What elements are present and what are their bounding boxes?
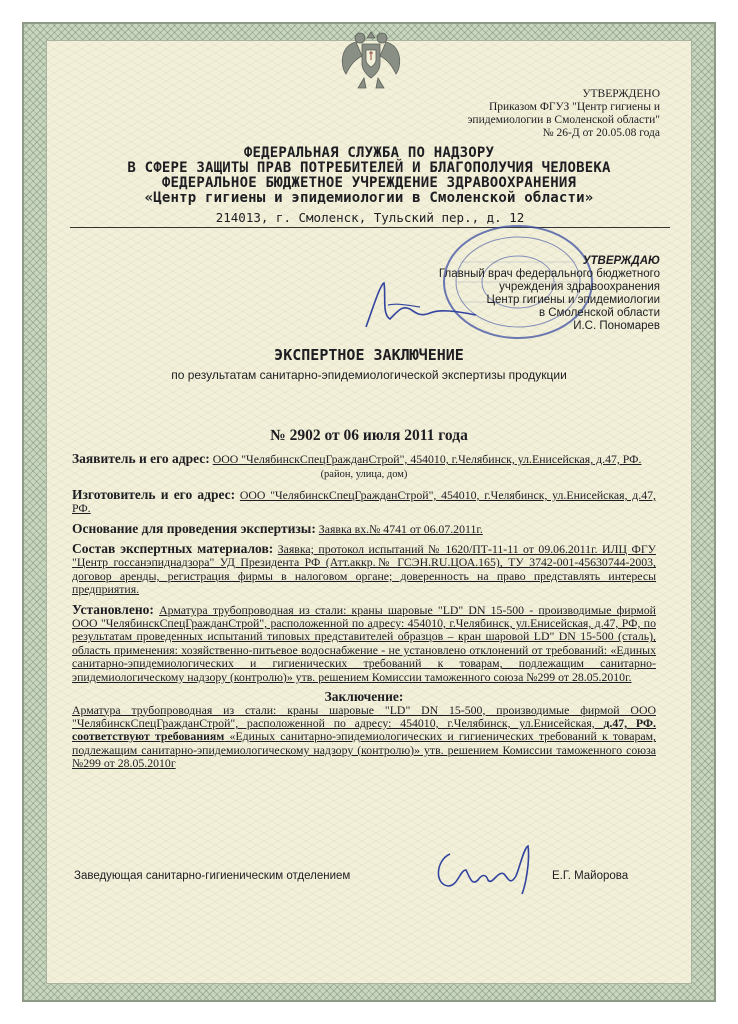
approved-line: эпидемиологии в Смоленской области" — [467, 114, 660, 126]
approval-signer: И.С. Пономарев — [573, 320, 660, 332]
agency-line: «Центр гигиены и эпидемиологии в Смоленской области» — [144, 190, 594, 206]
document-body — [72, 452, 656, 771]
materials-value: Заявка; протокол испытаний № 1620/ПТ-11-11 от 09.06.2011г. ИЛЦ ФГУ "Центр госсанэпиднадзора" УД Президента РФ (Атт.аккр.№ ГСЭН.RU.ЦОА.165), ТУ 3742-001-45630744-2003, договор аренды, регистрация фирмы в налоговом органе; доверенность на право представлять интересы предприятия. — [72, 542, 656, 597]
double-headed-eagle-emblem-icon — [336, 26, 406, 92]
applicant-section — [72, 452, 656, 466]
chief-doctor-signature-icon — [360, 275, 480, 335]
head-of-department-name: Е.Г. Майорова — [552, 870, 629, 882]
conclusion-heading: Заключение: — [324, 689, 404, 705]
established-label: Установлено: — [72, 601, 154, 617]
address-note: (район, улица, дом) — [320, 469, 408, 481]
approved-line: № 26-Д от 20.05.08 года — [542, 127, 660, 139]
materials-section — [72, 542, 656, 597]
conclusion-part: Арматура трубопроводная из стали: краны шаровые "LD" DN 15-500, производимые фирмой ООО "ЧелябинскСпецГражданСтрой", расположенной по адресу: 454010, г.Челябинск, ул.Енисейская, — [72, 702, 656, 730]
conclusion-part: «Единых санитарно-эпидемиологических и гигиенических требований к товарам, подлежащим санитарно-эпидемиологическому надзору (контролю)» утв. решением Комиссии таможенного союза №299 от 28.05.2010г — [72, 729, 657, 771]
basis-section — [72, 522, 656, 536]
manufacturer-value: ООО "ЧелябинскСпецГражданСтрой", 454010, г.Челябинск, ул.Енисейская, д.47, РФ. — [72, 487, 656, 516]
approval-line: Центр гигиены и эпидемиологии — [486, 294, 660, 306]
agency-address: 214013, г. Смоленск, Тульский пер., д. 12 — [70, 210, 670, 228]
manufacturer-section — [72, 488, 656, 516]
approved-line: Приказом ФГУЗ "Центр гигиены и — [488, 101, 660, 113]
agency-header — [60, 146, 678, 206]
approval-line: Главный врач федерального бюджетного — [438, 268, 660, 280]
conclusion-bold-part: д.47, РФ. соответствуют требованиям — [72, 715, 656, 744]
document-subtitle: по результатам санитарно-эпидемиологической экспертизы продукции — [171, 368, 567, 382]
approved-by-order-block — [380, 88, 660, 140]
head-of-department-signature-icon — [430, 840, 550, 900]
basis-label: Основание для проведения экспертизы: — [72, 520, 316, 536]
established-value: Арматура трубопроводная из стали: краны шаровые "LD" DN 15-500 - производимые фирмой ООО "ЧелябинскСпецГражданСтрой", расположенной по адресу: 454010, г.Челябинск, ул.Енисейская, д.47, РФ, по результатам проведенных испытаний типовых представителей образцов – кран шаровой LD" DN 15-500 (сталь), область применения: хозяйственно-питьевое водоснабжение - не установлено отклонений от требований: «Единых санитарно-эпидемиологических и гигиенических требований к товарам, подлежащим санитарно-эпидемиологическому надзору (контролю)» утв. решением Комиссии таможенного союза №299 от 28.05.2010г. — [72, 602, 656, 684]
approved-line: УТВЕРЖДЕНО — [582, 88, 660, 100]
materials-label: Состав экспертных материалов: — [72, 541, 274, 557]
agency-line: В СФЕРЕ ЗАЩИТЫ ПРАВ ПОТРЕБИТЕЛЕЙ И БЛАГОПОЛУЧИЯ ЧЕЛОВЕКА — [127, 160, 611, 176]
agency-line: ФЕДЕРАЛЬНОЕ БЮДЖЕТНОЕ УЧРЕЖДЕНИЕ ЗДРАВООХРАНЕНИЯ — [161, 175, 577, 191]
document-title: ЭКСПЕРТНОЕ ЗАКЛЮЧЕНИЕ — [274, 346, 464, 364]
conclusion-text — [72, 704, 656, 771]
approval-line: учреждения здравоохранения — [499, 281, 660, 293]
applicant-label: Заявитель и его адрес: — [72, 451, 210, 466]
document-number: № 2902 от 06 июля 2011 года — [270, 427, 468, 444]
approval-title: УТВЕРЖДАЮ — [582, 255, 660, 267]
basis-value: Заявка вх.№ 4741 от 06.07.2011г. — [318, 521, 483, 536]
established-section — [72, 603, 656, 684]
head-of-department-position: Заведующая санитарно-гигиеническим отделением — [74, 870, 351, 882]
manufacturer-label: Изготовитель и его адрес: — [72, 486, 236, 502]
applicant-value: ООО "ЧелябинскСпецГражданСтрой", 454010, г.Челябинск, ул.Енисейская, д.47, РФ. — [212, 452, 642, 466]
approval-line: в Смоленской области — [538, 307, 660, 319]
agency-line: ФЕДЕРАЛЬНАЯ СЛУЖБА ПО НАДЗОРУ — [243, 145, 495, 161]
